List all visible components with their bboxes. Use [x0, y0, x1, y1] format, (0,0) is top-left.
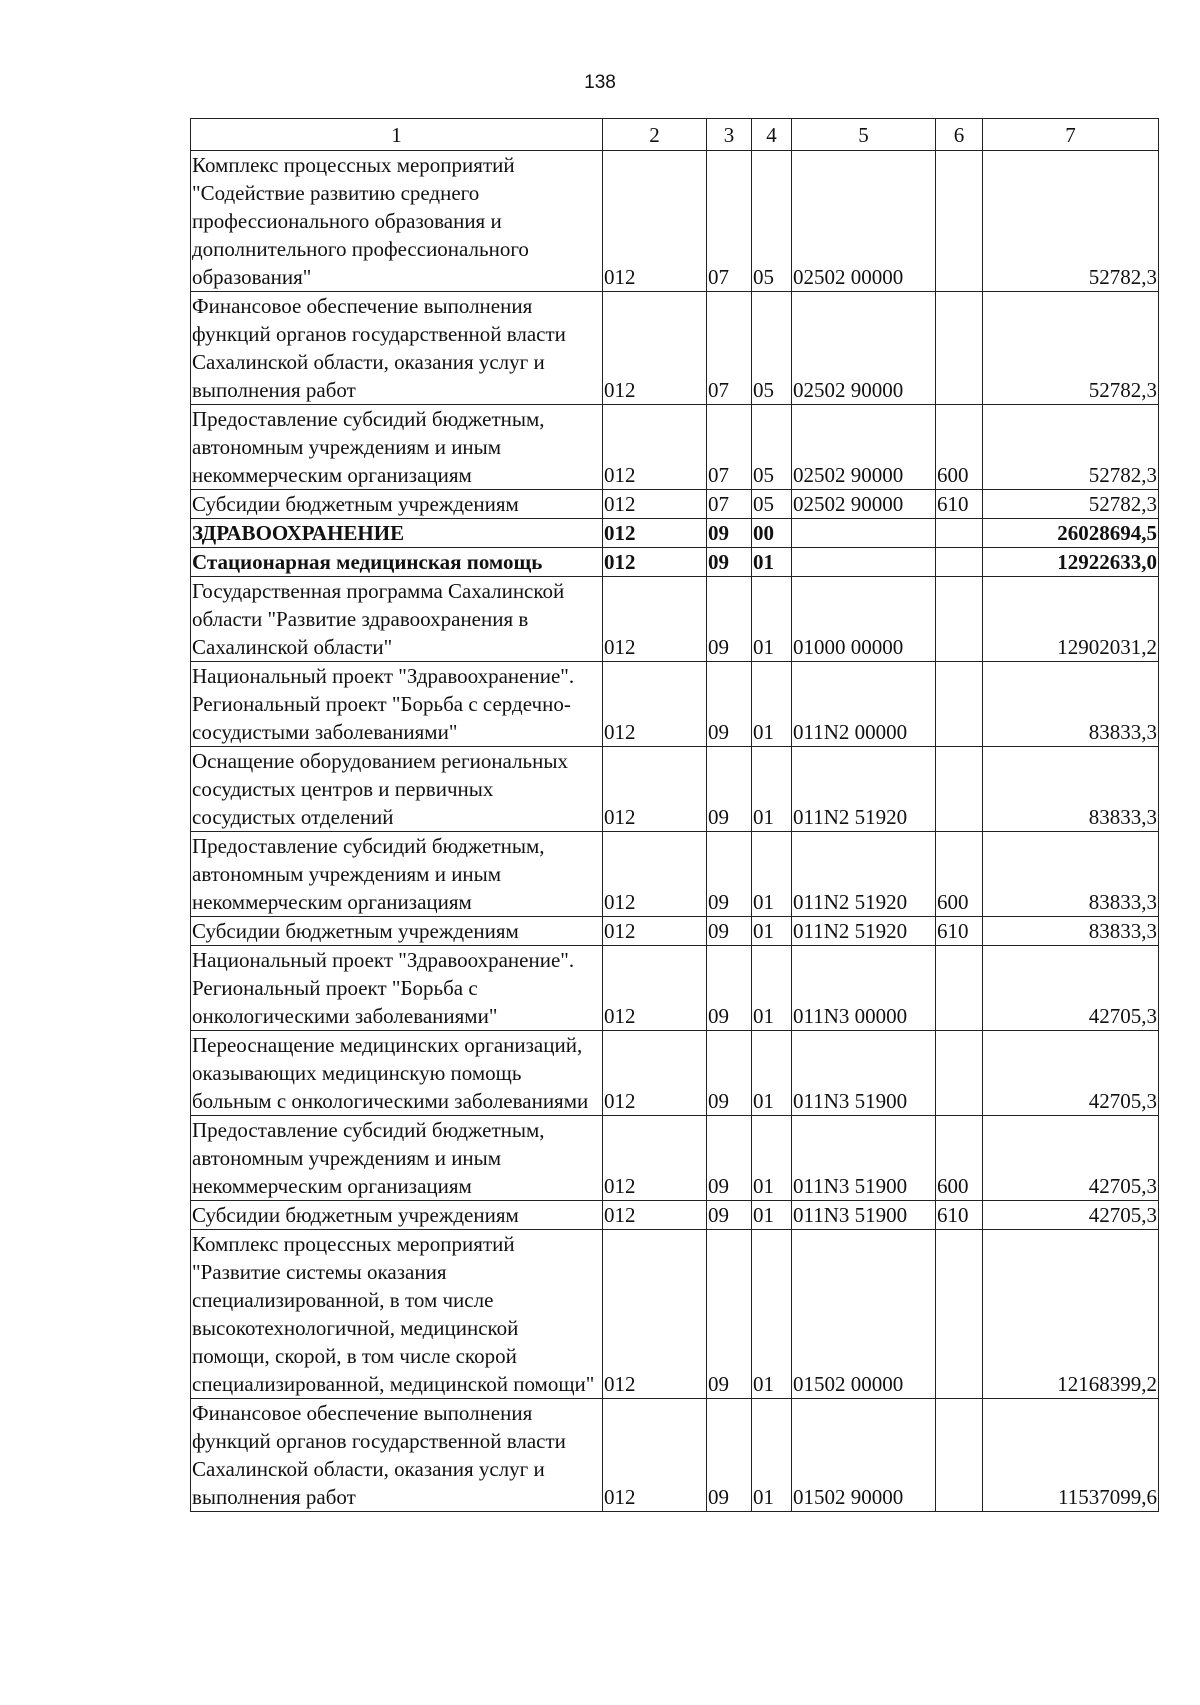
table-row — [191, 1399, 1159, 1512]
table-row — [191, 662, 1159, 747]
row-name: Предоставление субсидий бюджетным, автономным учреждениям и иным некоммерческим организациям — [191, 1116, 603, 1201]
expense-type-code: 600 — [936, 832, 983, 917]
admin-code: 012 — [603, 1201, 707, 1230]
expense-type-code — [936, 946, 983, 1031]
target-article-code: 011N3 51900 — [792, 1116, 936, 1201]
expense-type-code — [936, 1230, 983, 1399]
expense-type-code: 610 — [936, 490, 983, 519]
table-row — [191, 747, 1159, 832]
column-header: 5 — [792, 119, 936, 151]
row-name: Стационарная медицинская помощь — [191, 548, 603, 577]
admin-code: 012 — [603, 662, 707, 747]
table-row — [191, 405, 1159, 490]
amount: 42705,3 — [983, 1031, 1159, 1116]
admin-code: 012 — [603, 490, 707, 519]
table-row — [191, 1031, 1159, 1116]
target-article-code — [792, 519, 936, 548]
amount: 52782,3 — [983, 292, 1159, 405]
expense-type-code — [936, 577, 983, 662]
table-row — [191, 577, 1159, 662]
expense-type-code — [936, 662, 983, 747]
header-row — [191, 119, 1159, 151]
section-code: 09 — [707, 548, 752, 577]
subsection-code: 05 — [752, 151, 792, 292]
row-name: Национальный проект "Здравоохранение". Региональный проект "Борьба с сердечно-сосудистыми заболеваниями" — [191, 662, 603, 747]
row-name: Субсидии бюджетным учреждениям — [191, 917, 603, 946]
row-name: Государственная программа Сахалинской области "Развитие здравоохранения в Сахалинской области" — [191, 577, 603, 662]
budget-table — [190, 118, 1159, 1512]
row-name: Комплекс процессных мероприятий "Содействие развитию среднего профессионального образования и дополнительного профессионального образования" — [191, 151, 603, 292]
subsection-code: 01 — [752, 946, 792, 1031]
row-name: Предоставление субсидий бюджетным, автономным учреждениям и иным некоммерческим организациям — [191, 832, 603, 917]
subsection-code: 01 — [752, 1031, 792, 1116]
subsection-code: 01 — [752, 747, 792, 832]
amount: 52782,3 — [983, 151, 1159, 292]
subsection-code: 01 — [752, 1116, 792, 1201]
target-article-code: 02502 00000 — [792, 151, 936, 292]
section-code: 09 — [707, 577, 752, 662]
subsection-code: 01 — [752, 1201, 792, 1230]
section-code: 09 — [707, 747, 752, 832]
amount: 83833,3 — [983, 747, 1159, 832]
target-article-code — [792, 548, 936, 577]
admin-code: 012 — [603, 405, 707, 490]
section-code: 09 — [707, 1116, 752, 1201]
amount: 12922633,0 — [983, 548, 1159, 577]
admin-code: 012 — [603, 1399, 707, 1512]
amount: 42705,3 — [983, 1201, 1159, 1230]
subsection-code: 01 — [752, 1399, 792, 1512]
section-code: 09 — [707, 1399, 752, 1512]
table-row — [191, 490, 1159, 519]
admin-code: 012 — [603, 917, 707, 946]
section-code: 09 — [707, 1031, 752, 1116]
target-article-code: 011N2 00000 — [792, 662, 936, 747]
admin-code: 012 — [603, 548, 707, 577]
target-article-code: 011N2 51920 — [792, 917, 936, 946]
section-code: 09 — [707, 1230, 752, 1399]
amount: 83833,3 — [983, 832, 1159, 917]
target-article-code: 01502 90000 — [792, 1399, 936, 1512]
table-row — [191, 946, 1159, 1031]
expense-type-code — [936, 548, 983, 577]
table-row — [191, 548, 1159, 577]
subsection-code: 01 — [752, 1230, 792, 1399]
target-article-code: 011N2 51920 — [792, 832, 936, 917]
section-code: 07 — [707, 405, 752, 490]
subsection-code: 01 — [752, 548, 792, 577]
table-row — [191, 1116, 1159, 1201]
subsection-code: 00 — [752, 519, 792, 548]
section-code: 07 — [707, 151, 752, 292]
admin-code: 012 — [603, 519, 707, 548]
amount: 52782,3 — [983, 490, 1159, 519]
row-name: ЗДРАВООХРАНЕНИЕ — [191, 519, 603, 548]
section-code: 09 — [707, 946, 752, 1031]
admin-code: 012 — [603, 1031, 707, 1116]
section-code: 07 — [707, 490, 752, 519]
section-code: 07 — [707, 292, 752, 405]
expense-type-code — [936, 1031, 983, 1116]
table-row — [191, 1201, 1159, 1230]
row-name: Переоснащение медицинских организаций, оказывающих медицинскую помощь больным с онкологическими заболеваниями — [191, 1031, 603, 1116]
row-name: Предоставление субсидий бюджетным, автономным учреждениям и иным некоммерческим организациям — [191, 405, 603, 490]
column-header: 2 — [603, 119, 707, 151]
expense-type-code — [936, 747, 983, 832]
amount: 42705,3 — [983, 946, 1159, 1031]
expense-type-code — [936, 151, 983, 292]
column-header: 3 — [707, 119, 752, 151]
section-code: 09 — [707, 917, 752, 946]
admin-code: 012 — [603, 292, 707, 405]
admin-code: 012 — [603, 577, 707, 662]
section-code: 09 — [707, 832, 752, 917]
amount: 26028694,5 — [983, 519, 1159, 548]
subsection-code: 05 — [752, 292, 792, 405]
amount: 52782,3 — [983, 405, 1159, 490]
target-article-code: 02502 90000 — [792, 405, 936, 490]
admin-code: 012 — [603, 151, 707, 292]
table-row — [191, 1230, 1159, 1399]
target-article-code: 011N3 51900 — [792, 1031, 936, 1116]
expense-type-code: 600 — [936, 1116, 983, 1201]
amount: 11537099,6 — [983, 1399, 1159, 1512]
expense-type-code: 600 — [936, 405, 983, 490]
amount: 83833,3 — [983, 917, 1159, 946]
amount: 83833,3 — [983, 662, 1159, 747]
subsection-code: 01 — [752, 577, 792, 662]
expense-type-code: 610 — [936, 917, 983, 946]
row-name: Субсидии бюджетным учреждениям — [191, 1201, 603, 1230]
expense-type-code — [936, 292, 983, 405]
column-header: 7 — [983, 119, 1159, 151]
admin-code: 012 — [603, 946, 707, 1031]
target-article-code: 01000 00000 — [792, 577, 936, 662]
section-code: 09 — [707, 662, 752, 747]
expense-type-code — [936, 519, 983, 548]
amount: 42705,3 — [983, 1116, 1159, 1201]
target-article-code: 011N2 51920 — [792, 747, 936, 832]
subsection-code: 01 — [752, 917, 792, 946]
subsection-code: 01 — [752, 662, 792, 747]
row-name: Комплекс процессных мероприятий "Развитие системы оказания специализированной, в том числе высокотехнологичной, медицинской помощи, скорой, в том числе скорой специализированной, медицинской помощи" — [191, 1230, 603, 1399]
page-number: 138 — [584, 72, 616, 93]
table-row — [191, 519, 1159, 548]
target-article-code: 011N3 00000 — [792, 946, 936, 1031]
table-body — [191, 151, 1159, 1512]
subsection-code: 05 — [752, 405, 792, 490]
column-header: 6 — [936, 119, 983, 151]
subsection-code: 05 — [752, 490, 792, 519]
section-code: 09 — [707, 1201, 752, 1230]
target-article-code: 02502 90000 — [792, 490, 936, 519]
table-row — [191, 832, 1159, 917]
row-name: Субсидии бюджетным учреждениям — [191, 490, 603, 519]
section-code: 09 — [707, 519, 752, 548]
amount: 12902031,2 — [983, 577, 1159, 662]
table-row — [191, 917, 1159, 946]
row-name: Оснащение оборудованием региональных сосудистых центров и первичных сосудистых отделений — [191, 747, 603, 832]
expense-type-code: 610 — [936, 1201, 983, 1230]
subsection-code: 01 — [752, 832, 792, 917]
admin-code: 012 — [603, 1230, 707, 1399]
table-row — [191, 151, 1159, 292]
target-article-code: 02502 90000 — [792, 292, 936, 405]
admin-code: 012 — [603, 747, 707, 832]
target-article-code: 01502 00000 — [792, 1230, 936, 1399]
row-name: Национальный проект "Здравоохранение". Региональный проект "Борьба с онкологическими заболеваниями" — [191, 946, 603, 1031]
column-header: 1 — [191, 119, 603, 151]
row-name: Финансовое обеспечение выполнения функций органов государственной власти Сахалинской области, оказания услуг и выполнения работ — [191, 292, 603, 405]
expense-type-code — [936, 1399, 983, 1512]
table-row — [191, 292, 1159, 405]
admin-code: 012 — [603, 1116, 707, 1201]
column-header: 4 — [752, 119, 792, 151]
row-name: Финансовое обеспечение выполнения функций органов государственной власти Сахалинской области, оказания услуг и выполнения работ — [191, 1399, 603, 1512]
target-article-code: 011N3 51900 — [792, 1201, 936, 1230]
amount: 12168399,2 — [983, 1230, 1159, 1399]
admin-code: 012 — [603, 832, 707, 917]
